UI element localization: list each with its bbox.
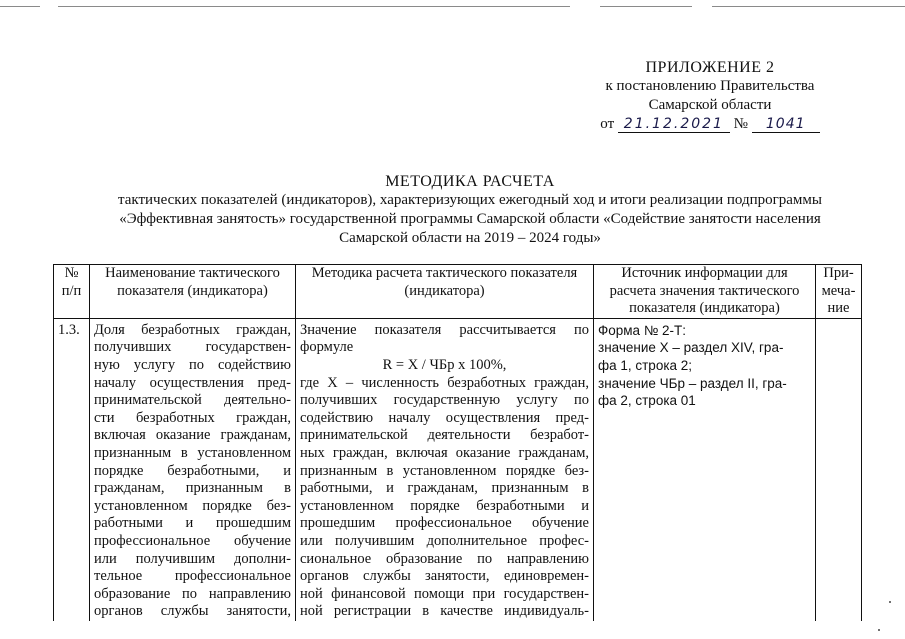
indicator-name-line: гражданам, признанным в <box>94 480 291 497</box>
heading-line-3: Самарской области на 2019 – 2024 годы» <box>339 230 601 246</box>
row-source <box>594 318 816 621</box>
method-formula: R = X / ЧБр х 100%, <box>382 356 507 373</box>
method-line: ной финансовой помощи при государствен- <box>300 585 589 602</box>
scan-edge-line <box>600 6 692 7</box>
header-num-line: № <box>64 265 79 281</box>
document-heading <box>90 172 850 248</box>
method-line: ных граждан, включая оказание гражданам, <box>300 444 589 461</box>
indicator-name-line: образование по направлению <box>94 585 291 602</box>
appendix-line-2: Самарской области <box>648 97 772 113</box>
method-intro-line: формуле <box>300 339 354 356</box>
method-line: или получившим дополнительное профес- <box>300 532 589 549</box>
method-line: органов службы занятости, единовремен- <box>300 568 589 585</box>
indicator-name-line: тельное профессиональное <box>94 568 291 585</box>
appendix-line-1: к постановлению Правительства <box>605 78 815 94</box>
header-name <box>90 265 296 319</box>
number-prefix: № <box>733 116 748 132</box>
scan-edge-line <box>58 6 570 7</box>
scan-speck <box>878 629 880 631</box>
method-line: принимательской деятельности безработ- <box>300 427 589 444</box>
indicator-name-line: органов службы занятости, <box>94 603 291 620</box>
heading-line-1: тактических показателей (индикаторов), характеризующих ежегодный ход и итоги реализации подпрограммы <box>117 192 822 208</box>
heading-line-2: «Эффективная занятость» государственной программы Самарской области «Содействие занятости населения <box>119 211 821 227</box>
method-line: признанным в установленном порядке без- <box>300 462 589 479</box>
method-line: ной регистрации в качестве индивидуаль- <box>300 603 589 620</box>
method-line: прошедшим профессиональное обучение <box>300 515 589 532</box>
appendix-title: ПРИЛОЖЕНИЕ 2 <box>645 59 775 76</box>
header-note-line: ние <box>827 300 850 317</box>
indicator-name-line: установленном порядке без- <box>94 497 291 514</box>
source-line: Форма № 2-Т: <box>598 322 687 338</box>
header-name-line: Наименование тактического <box>105 265 280 281</box>
method-intro-line: Значение показателя рассчитывается по <box>300 321 589 338</box>
indicator-table <box>53 264 862 621</box>
method-line: где X – численность безработных граждан, <box>300 374 589 391</box>
table-row <box>54 318 862 621</box>
method-line: работными, и гражданам, признанным в <box>300 480 589 497</box>
indicator-name-line: ную услугу по содействию <box>94 356 291 373</box>
indicator-name-line: работными и прошедшим <box>94 515 291 532</box>
method-line: содействию началу осуществления пред- <box>300 409 589 426</box>
date-prefix: от <box>600 116 615 132</box>
header-source <box>594 265 816 319</box>
method-line: установленном порядке безработными и <box>300 497 589 514</box>
header-note-line: При- <box>823 265 854 281</box>
indicator-name-line: или получившим дополни- <box>94 550 291 567</box>
method-line: сиональное образование по направлению <box>300 550 589 567</box>
scan-edge-line <box>712 6 905 7</box>
source-line: фа 1, строка 2; <box>598 357 693 373</box>
header-note <box>816 265 862 319</box>
header-source-line: показателя (индикатора) <box>629 300 780 317</box>
header-num <box>54 265 90 319</box>
indicator-name-line: началу осуществления пред- <box>94 374 291 391</box>
indicator-name-line: порядке безработными, и <box>94 462 291 479</box>
indicator-name-line: Доля безработных граждан, <box>94 321 291 338</box>
header-num-line: п/п <box>61 282 82 299</box>
source-line: фа 2, строка 01 <box>598 393 696 409</box>
header-name-line: показателя (индикатора) <box>117 282 268 299</box>
scan-speck <box>889 601 891 603</box>
header-source-line: расчета значения тактического <box>609 282 800 299</box>
appendix-signature-line <box>560 115 860 134</box>
handwritten-number: 1041 <box>752 116 820 133</box>
source-line: значение ЧБр – раздел II, гра- <box>598 375 787 391</box>
row-method <box>296 318 594 621</box>
indicator-name-line: сти безработных граждан, <box>94 409 291 426</box>
indicator-name-line: включая оказание гражданам, <box>94 427 291 444</box>
header-source-line: Источник информации для <box>621 265 788 281</box>
row-note <box>816 318 862 621</box>
row-number: 1.3. <box>54 318 90 621</box>
indicator-name-line: получивших государствен- <box>94 339 291 356</box>
row-indicator-name <box>90 318 296 621</box>
appendix-block <box>560 58 860 134</box>
handwritten-date: 21.12.2021 <box>618 116 730 133</box>
method-line: получивших государственную услугу по <box>300 392 589 409</box>
table-header-row <box>54 265 862 319</box>
header-method-line: Методика расчета тактического показателя <box>311 265 578 281</box>
source-line: значение X – раздел XIV, гра- <box>598 340 784 356</box>
indicator-name-line: профессиональное обучение <box>94 532 291 549</box>
header-method-line: (индикатора) <box>404 282 485 299</box>
document-title: МЕТОДИКА РАСЧЕТА <box>385 173 555 190</box>
scan-edge-line <box>0 6 40 7</box>
header-note-line: меча- <box>821 282 856 299</box>
indicator-name-line: принимательской деятельно- <box>94 392 291 409</box>
header-method <box>296 265 594 319</box>
indicator-name-line: признанным в установленном <box>94 444 291 461</box>
